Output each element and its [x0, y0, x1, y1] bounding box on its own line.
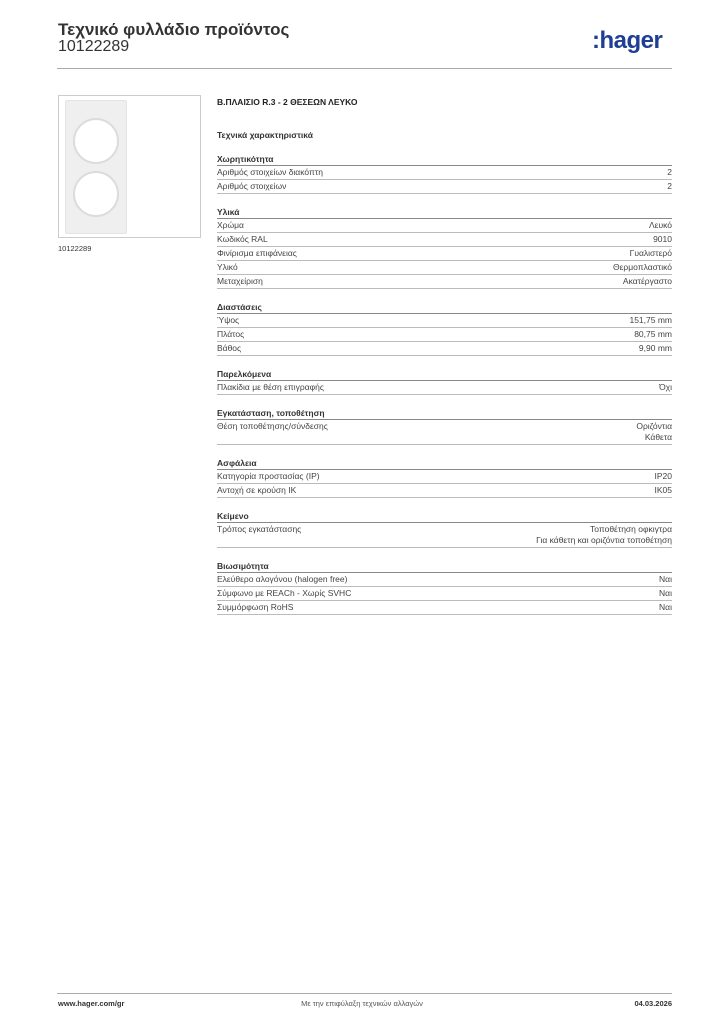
spec-row: [217, 523, 672, 548]
section-title: Διαστάσεις: [217, 301, 672, 314]
document-title: Τεχνικό φυλλάδιο προϊόντος: [58, 20, 290, 39]
footer-date: 04.03.2026: [634, 999, 672, 1008]
frame-plate-picture: [65, 100, 127, 234]
spec-value: Όχι: [659, 382, 672, 392]
spec-row: [217, 180, 672, 194]
spec-section: [217, 301, 672, 356]
spec-section: [217, 510, 672, 548]
footer-divider: [57, 993, 672, 994]
spec-value: Ναι: [659, 574, 672, 584]
spec-label: Πλάτος: [217, 329, 245, 339]
spec-value: Λευκό: [649, 220, 672, 230]
spec-label: Υλικό: [217, 262, 238, 272]
spec-value: Ναι: [659, 602, 672, 612]
spec-label: Ελεύθερο αλογόνου (halogen free): [217, 574, 348, 584]
spec-row: [217, 342, 672, 356]
spec-row: [217, 470, 672, 484]
spec-label: Αντοχή σε κρούση IK: [217, 485, 297, 495]
spec-label: Πλακίδια με θέση επιγραφής: [217, 382, 324, 392]
spec-value: IP20: [654, 471, 672, 481]
spec-label: Κωδικός RAL: [217, 234, 268, 244]
product-title: Β.ΠΛΑΙΣΙΟ R.3 - 2 ΘΕΣΕΩΝ ΛΕΥΚΟ: [217, 97, 358, 107]
spec-label: Βάθος: [217, 343, 242, 353]
spec-label: Χρώμα: [217, 220, 244, 230]
spec-row: [217, 261, 672, 275]
spec-content: [217, 96, 672, 615]
header-divider: [57, 68, 672, 69]
spec-label: Μεταχείριση: [217, 276, 263, 286]
spec-section: [217, 457, 672, 498]
spec-value: Θερμοπλαστικό: [612, 262, 672, 272]
spec-sections: [217, 153, 672, 615]
footer-website: www.hager.com/gr: [58, 999, 125, 1008]
section-title: Υλικά: [217, 206, 672, 219]
spec-label: Φινίρισμα επιφάνειας: [217, 248, 297, 258]
spec-row: [217, 314, 672, 328]
spec-label: Αριθμός στοιχείων: [217, 181, 287, 191]
spec-label: Αριθμός στοιχείων διακόπτη: [217, 167, 323, 177]
spec-label: Ύψος: [217, 315, 240, 325]
spec-subheading: Τεχνικά χαρακτηριστικά: [217, 130, 313, 140]
section-title: Εγκατάσταση, τοποθέτηση: [217, 407, 672, 420]
spec-row: [217, 219, 672, 233]
spec-section: [217, 206, 672, 289]
product-image: [58, 95, 201, 238]
spec-row: [217, 381, 672, 395]
spec-row: [217, 275, 672, 289]
spec-label: Συμμόρφωση RoHS: [217, 602, 294, 612]
spec-value: IK05: [654, 485, 672, 495]
spec-section: [217, 560, 672, 615]
spec-value: Ακατέργαστο: [622, 276, 672, 286]
frame-opening-top: [73, 118, 119, 164]
spec-row: [217, 587, 672, 601]
spec-value: 80,75 mm: [634, 329, 672, 339]
spec-label: Κατηγορία προστασίας (IP): [217, 471, 320, 481]
spec-row: [217, 166, 672, 180]
image-caption: 10122289: [58, 244, 92, 253]
spec-row: [217, 328, 672, 342]
spec-value: Τοποθέτηση οφκιγτρα Για κάθετη και οριζόντια τοποθέτηση: [536, 524, 672, 545]
section-title: Χωρητικότητα: [217, 153, 672, 166]
spec-row: [217, 484, 672, 498]
spec-label: Τρόπος εγκατάστασης: [217, 524, 302, 534]
spec-value: 9,90 mm: [638, 343, 672, 353]
spec-row: [217, 573, 672, 587]
spec-value: 2: [667, 181, 672, 191]
spec-value: Γυαλιστερό: [629, 248, 672, 258]
product-code: 10122289: [58, 38, 130, 55]
section-title: Παρελκόμενα: [217, 368, 672, 381]
spec-value: Οριζόντια Κάθετα: [636, 421, 672, 442]
frame-opening-bottom: [73, 171, 119, 217]
section-title: Κείμενο: [217, 510, 672, 523]
section-title: Βιωσιμότητα: [217, 560, 672, 573]
section-title: Ασφάλεια: [217, 457, 672, 470]
spec-section: [217, 153, 672, 194]
spec-value: Ναι: [659, 588, 672, 598]
spec-row: [217, 233, 672, 247]
spec-value: 2: [667, 167, 672, 177]
spec-row: [217, 247, 672, 261]
spec-section: [217, 368, 672, 395]
spec-value: 9010: [653, 234, 672, 244]
spec-section: [217, 407, 672, 445]
spec-label: Σύμφωνο με REACh - Χωρίς SVHC: [217, 588, 352, 598]
spec-row: [217, 601, 672, 615]
spec-value: 151,75 mm: [629, 315, 672, 325]
footer-notice: Με την επιφύλαξη τεχνικών αλλαγών: [301, 999, 423, 1008]
hager-logo: :hager: [592, 27, 663, 54]
spec-label: Θέση τοποθέτησης/σύνδεσης: [217, 421, 328, 431]
spec-row: [217, 420, 672, 445]
